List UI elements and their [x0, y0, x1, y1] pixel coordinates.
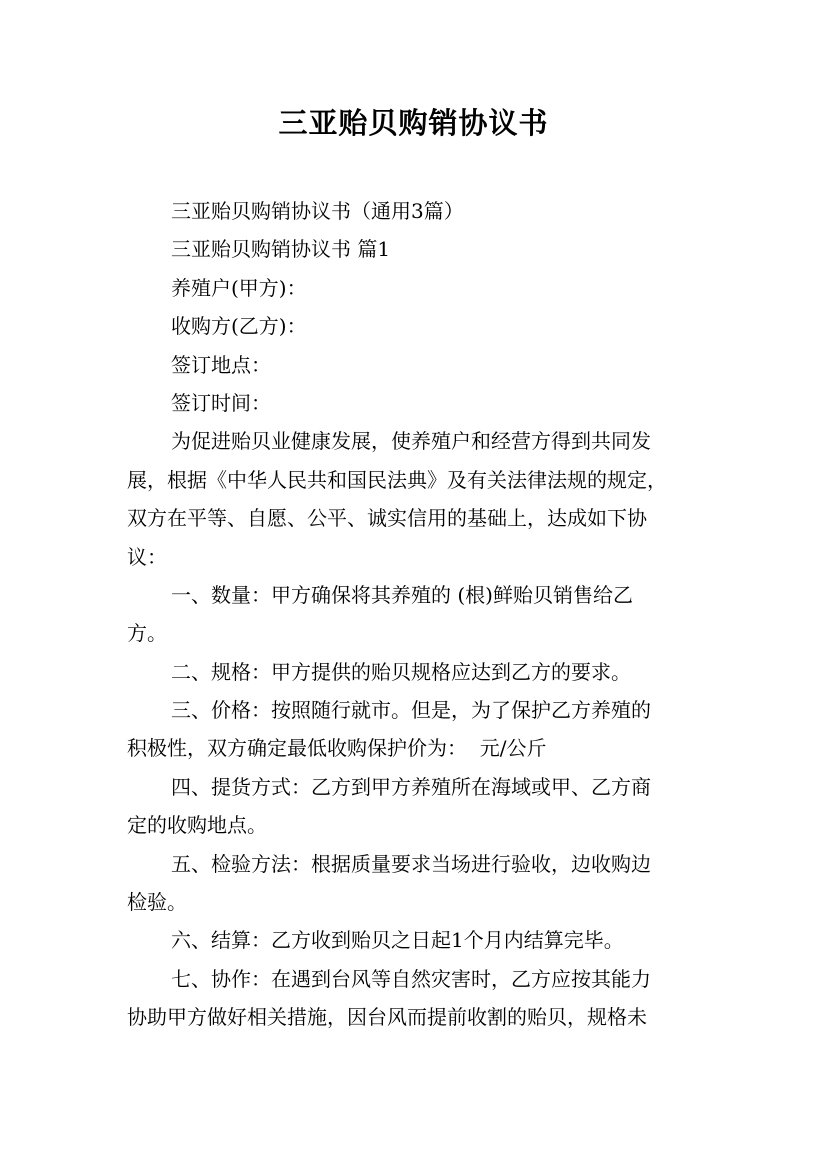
paragraph-line: 七、协作：在遇到台风等自然灾害时，乙方应按其能力	[171, 966, 651, 991]
clause-quantity	[127, 576, 703, 653]
signing-place-field: 签订地点：	[171, 352, 271, 377]
paragraph-line: 检验。	[127, 890, 187, 915]
clause-price	[127, 691, 703, 768]
paragraph-preamble	[127, 422, 703, 576]
signing-time-field: 签订时间：	[171, 390, 271, 415]
party-b-field: 收购方(乙方)：	[171, 314, 307, 339]
paragraph-line: 议：	[127, 544, 167, 569]
clause-specification	[127, 653, 703, 691]
paragraph-line: 一、数量：甲方确保将其养殖的 (根)鲜贻贝销售给乙	[171, 582, 633, 607]
paragraph-line: 为促进贻贝业健康发展，使养殖户和经营方得到共同发	[171, 429, 651, 454]
subtitle-line: 三亚贻贝购销协议书（通用3篇）	[171, 199, 464, 223]
document-body	[127, 192, 703, 1037]
paragraph-line: 五、检验方法：根据质量要求当场进行验收，边收购边	[171, 851, 651, 876]
paragraph-line: 双方在平等、自愿、公平、诚实信用的基础上，达成如下协	[127, 506, 647, 531]
paragraph-line: 定的收购地点。	[127, 813, 267, 838]
paragraph-line: 展，根据《中华人民共和国民法典》及有关法律法规的规定，	[127, 467, 667, 492]
clause-delivery	[127, 768, 703, 845]
paragraph-line: 方。	[127, 621, 167, 646]
document-title: 三亚贻贝购销协议书	[278, 106, 549, 140]
paragraph-line: 协助甲方做好相关措施，因台风而提前收割的贻贝，规格未	[127, 1005, 647, 1030]
clause-settlement	[127, 921, 703, 959]
paragraph-line: 积极性，双方确定最低收购保护价为： 元/公斤	[127, 736, 547, 761]
section-heading: 三亚贻贝购销协议书 篇1	[171, 237, 391, 262]
paragraph-line: 三、价格：按照随行就市。但是，为了保护乙方养殖的	[171, 698, 651, 723]
paragraph-line: 六、结算：乙方收到贻贝之日起1个月内结算完毕。	[171, 928, 624, 953]
paragraph-line: 四、提货方式：乙方到甲方养殖所在海域或甲、乙方商	[171, 774, 651, 799]
paragraph-line: 二、规格：甲方提供的贻贝规格应达到乙方的要求。	[171, 659, 631, 684]
clause-cooperation	[127, 960, 703, 1037]
clause-inspection	[127, 845, 703, 922]
party-a-field: 养殖户(甲方)：	[171, 275, 307, 300]
